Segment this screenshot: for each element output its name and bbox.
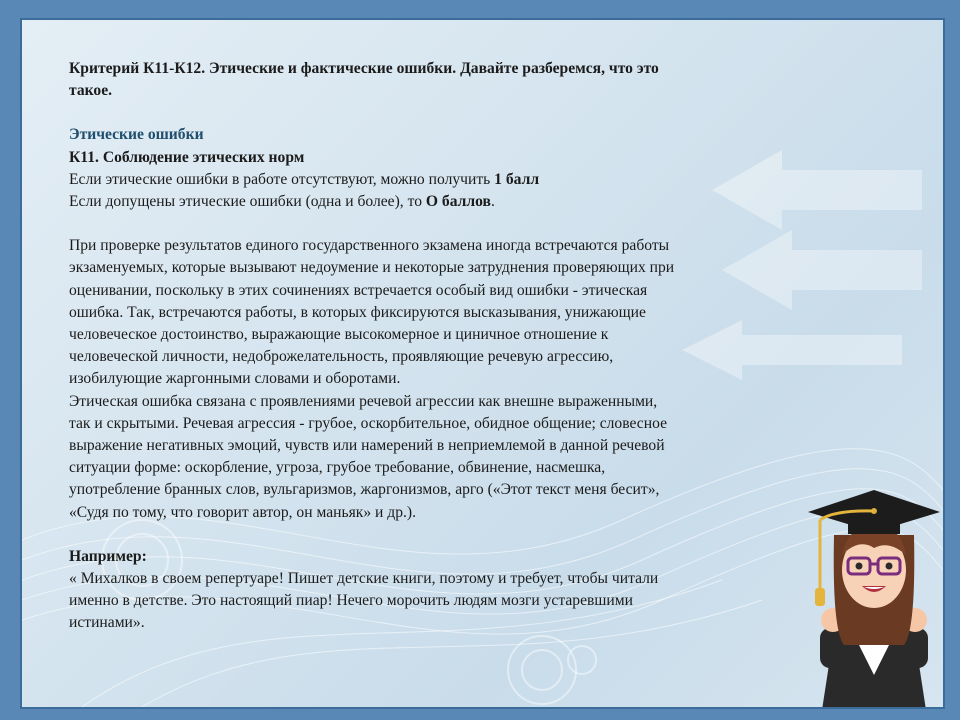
score-one-point: 1 балл — [494, 170, 540, 188]
paragraph-2-line: Этическая ошибка связана с проявлениями речевой агрессии как внешне выраженными, — [69, 392, 658, 410]
paragraph-1-line: При проверке результатов единого государственного экзамена иногда встречаются работы — [69, 237, 670, 255]
paragraph-2-line: ситуации форме: оскорбление, угроза, грубое требование, обвинение, насмешка, — [69, 459, 606, 477]
paragraph-1-line: экзаменуемых, которые вызывают недоумение и некоторые затруднения проверяющих при — [69, 259, 675, 277]
example-heading: Например: — [69, 547, 147, 565]
graduate-girl-illustration — [804, 460, 944, 709]
score-rule-2: Если допущены этические ошибки (одна и более), то О баллов. — [69, 193, 495, 211]
example-quote-line: именно в детстве. Это настоящий пиар! Нечего морочить людям мозги устаревшими — [69, 592, 633, 610]
criterion-heading: К11. Соблюдение этических норм — [69, 148, 305, 166]
slide-text — [69, 58, 809, 635]
paragraph-2-line: «Судя по тому, что говорит автор, он маньяк» и др.). — [69, 503, 417, 521]
paragraph-1-line: изобилующие жаргонными словами и оборотами. — [69, 370, 401, 388]
paragraph-2-line: выражение негативных эмоций, чувств или намерений в неприемлемой в данной речевой — [69, 437, 665, 455]
slide-title-line-1: Критерий К11-К12. Этические и фактические ошибки. Давайте разберемся, что это — [69, 60, 659, 77]
paragraph-2-line: употребление бранных слов, вульгаризмов, жаргонизмов, арго («Этот текст меня бесит», — [69, 481, 660, 499]
paragraph-2-line: так и скрытыми. Речевая агрессия - грубое, оскорбительное, обидное общение; словесное — [69, 414, 667, 432]
paragraph-1-line: ошибка. Так, встречаются работы, в которых фиксируются высказывания, унижающие — [69, 303, 646, 321]
example-quote-line: истинами». — [69, 614, 145, 632]
example-quote-line: « Михалков в своем репертуаре! Пишет детские книги, поэтому и требует, чтобы читали — [69, 570, 659, 588]
slide-title-line-2: такое. — [69, 82, 113, 100]
paragraph-1-line: человеческое достоинство, выражающие высокомерное и циничное отношение к — [69, 326, 609, 344]
score-rule-1: Если этические ошибки в работе отсутствуют, можно получить 1 балл — [69, 170, 540, 188]
section-heading: Этические ошибки — [69, 126, 204, 144]
paragraph-1-line: оценивании, поскольку в этих сочинениях встречается особый вид ошибки - этическая — [69, 281, 648, 299]
slide-background — [20, 18, 945, 709]
paragraph-1-line: человеческой личности, недоброжелательность, проявляющие речевую агрессию, — [69, 348, 614, 366]
score-zero-points: О баллов — [425, 193, 491, 211]
